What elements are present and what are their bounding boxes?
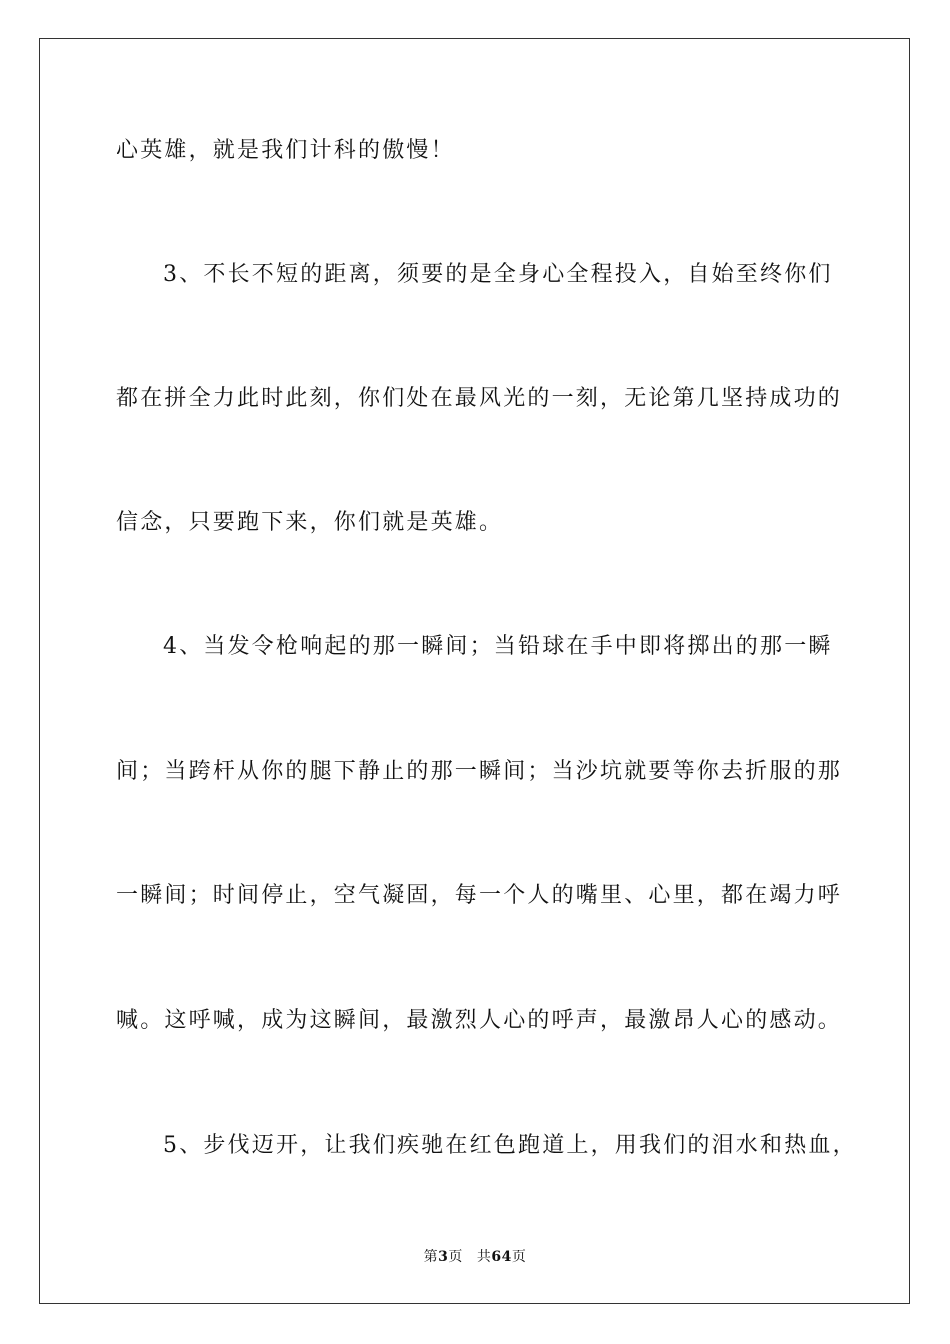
page-border [39, 38, 910, 1304]
total-prefix: 共 [476, 1249, 492, 1265]
text-line-8: 喊。这呼喊，成为这瞬间，最激烈人心的呼声，最激昂人心的感动。 [116, 1008, 843, 1033]
text-line-9: 5、步伐迈开，让我们疾驰在红色跑道上，用我们的泪水和热血， [163, 1133, 857, 1158]
page-footer [0, 1247, 950, 1267]
text-line-5: 4、当发令枪响起的那一瞬间；当铅球在手中即将掷出的那一瞬 [163, 634, 833, 659]
text-line-7: 一瞬间；时间停止，空气凝固，每一个人的嘴里、心里，都在竭力呼 [116, 883, 843, 908]
total-suffix: 页 [511, 1249, 527, 1265]
text-line-4: 信念，只要跑下来，你们就是英雄。 [116, 510, 504, 535]
text-line-1: 心英雄，就是我们计科的傲慢！ [116, 138, 455, 163]
page-prefix: 第 [423, 1249, 439, 1265]
total-pages-number: 64 [491, 1249, 512, 1265]
text-line-2: 3、不长不短的距离，须要的是全身心全程投入，自始至终你们 [163, 262, 833, 287]
text-line-3: 都在拼全力此时此刻，你们处在最风光的一刻，无论第几坚持成功的 [116, 386, 843, 411]
text-line-6: 间；当跨杆从你的腿下静止的那一瞬间；当沙坑就要等你去折服的那 [116, 759, 843, 784]
current-page-number: 3 [438, 1249, 449, 1265]
page-suffix: 页 [448, 1249, 463, 1265]
